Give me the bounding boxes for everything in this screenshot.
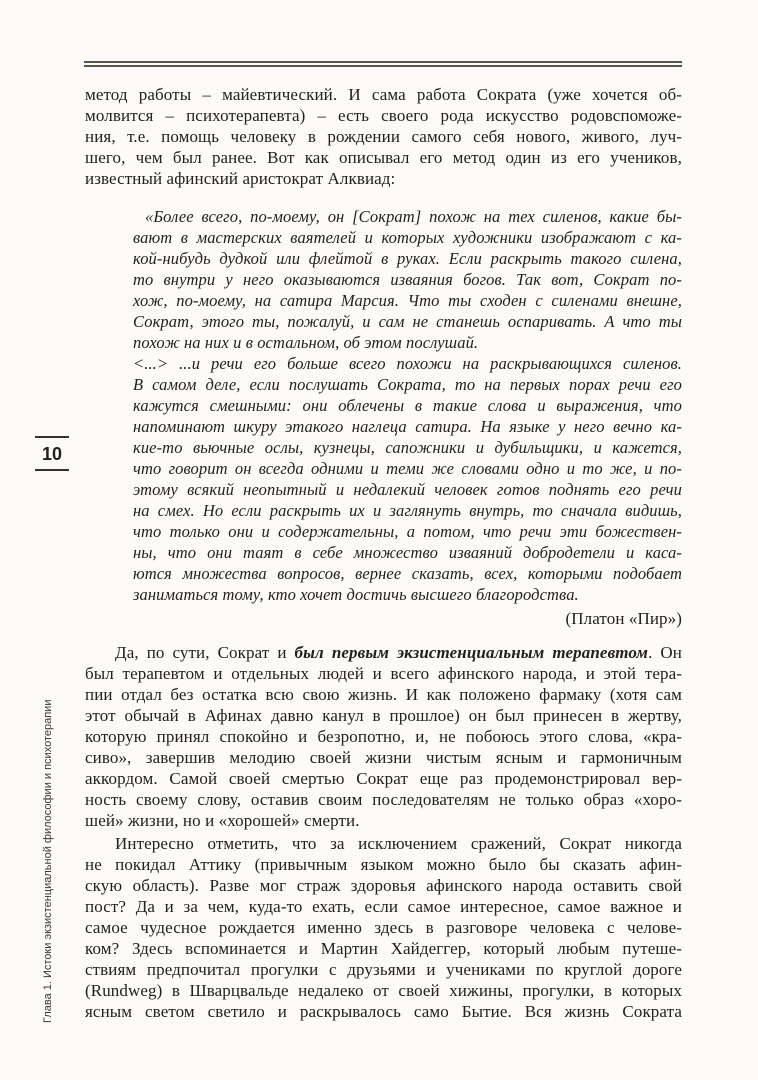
text-line: шего, чем был ранее. Вот как описывал его метод один из его учеников, xyxy=(85,148,682,167)
text-line: ствиям предпочитал прогулки с друзьями и учениками по круглой дороге xyxy=(85,960,682,979)
text-line: то внутри у него оказываются изваяния богов. Так вот, Сократ по- xyxy=(133,270,682,289)
text-line: ны, что они таят в себе множество изваяний добродетели и каса- xyxy=(133,543,682,562)
text-line: заниматься тому, кто хочет достичь высшего благородства. xyxy=(133,585,579,604)
text-line: <...> ...и речи его больше всего похожи на раскрывающихся силенов. xyxy=(133,354,682,373)
text-line: ность своему слову, оставив своим последователям не только образ «хоро- xyxy=(85,790,682,809)
text-line: В самом деле, если послушать Сократа, то на первых порах речи его xyxy=(133,375,682,394)
text-line: похож на них и в остальном, об этом послушай. xyxy=(133,333,479,352)
text-line: сиво», завершив мелодию своей жизни чистым ясным и гармоничным xyxy=(85,748,682,767)
line-segment: . Он xyxy=(648,643,682,662)
text-line: кие-то вьючные ослы, кузнецы, сапожники и дубильщики, и кажется, xyxy=(133,438,682,457)
text-line: молвится – психотерапевта) – есть своего рода искусство родовспоможе- xyxy=(85,106,682,125)
text-line: что только они и содержательны, а потом, что речи эти божествен- xyxy=(133,522,682,541)
text-line: на смех. Но если раскрыть их и заглянуть внутрь, то сначала видишь, xyxy=(133,501,682,520)
text-line: что говорит он всегда одними и теми же словами одно и то же, и по- xyxy=(133,459,682,478)
text-line: (Rundweg) в Шварцвальде недалеко от своей хижины, прогулки, в которых xyxy=(85,981,682,1000)
quote-part-2 xyxy=(133,353,682,605)
text-line: кажутся смешными: они облечены в такие слова и выражения, что xyxy=(133,396,682,415)
paragraph-continuation xyxy=(85,663,682,831)
text-line: скую область). Разве мог страж здоровья афинского народа оставить свой xyxy=(85,876,682,895)
plato-quote xyxy=(133,206,682,629)
text-line: этот обычай в Афинах давно канул в прошлое) он был принесен в жертву, xyxy=(85,706,682,725)
line-segment: Да, по сути, Сократ и xyxy=(115,643,295,662)
text-line: ния, т.е. помощь человеку в рождении самого себя нового, живого, луч- xyxy=(85,127,682,146)
text-line: ются множества вопросов, вернее сказать, всех, которыми подобает xyxy=(133,564,682,583)
quote-attribution: (Платон «Пир») xyxy=(565,609,682,628)
text-line: Интересно отметить, что за исключением сражений, Сократ никогда xyxy=(115,834,682,853)
text-line: которую принял спокойно и безропотно, и, не побоюсь этого слова, «кра- xyxy=(85,727,682,746)
text-line: был терапевтом и отдельных людей и всего афинского народа, и этой тера- xyxy=(85,664,682,683)
text-line: Сократ, этого ты, пожалуй, и сам не станешь оспаривать. А что ты xyxy=(133,312,682,331)
text-line: ясным светом светило и раскрывалось само Бытие. Вся жизнь Сократа xyxy=(85,1002,682,1021)
text-line: хож, по-моему, на сатира Марсия. Что ты сходен с силенами внешне, xyxy=(133,291,682,310)
text-line: самое чудесное рождается именно здесь в разговоре человека с челове- xyxy=(85,918,682,937)
text-line xyxy=(85,642,682,663)
page-number-rule-top xyxy=(35,436,69,438)
paragraph-socrates-attica xyxy=(85,833,682,1022)
paragraph-maieutic-method xyxy=(85,84,682,189)
text-line: шей» жизни, но и «хорошей» смерти. xyxy=(85,811,360,830)
quote-part-1 xyxy=(133,206,682,353)
text-line: вают в мастерских ваятелей и которых художники изображают с ка- xyxy=(133,228,682,247)
text-line: пии отдал без остатка всю свою жизнь. И как положено фармаку (хотя сам xyxy=(85,685,682,704)
text-line: известный афинский аристократ Алквиад: xyxy=(85,169,396,188)
page-number-marker xyxy=(35,436,69,471)
header-rule xyxy=(84,61,682,67)
text-line: «Более всего, по-моему, он [Сократ] похож на тех силенов, какие бы- xyxy=(145,207,682,226)
text-line: этому всякий неопытный и недалекий человек готов поднять его речи xyxy=(133,480,682,499)
bold-italic-phrase: был первым экзистенциальным терапевтом xyxy=(294,643,649,662)
page-number: 10 xyxy=(41,444,63,464)
page-number-rule-bottom xyxy=(35,469,69,471)
text-line: пост? Да и за чем, куда-то ехать, если самое интересное, самое важное и xyxy=(85,897,682,916)
text-line: не покидал Аттику (привычным языком можно было бы сказать афин- xyxy=(85,855,682,874)
text-line: метод работы – майевтический. И сама работа Сократа (уже хочется об- xyxy=(85,85,682,104)
chapter-sidebar-title: Глава 1. Истоки экзистенциальной философии и психотерапии xyxy=(42,699,54,1023)
text-line: ком? Здесь вспоминается и Мартин Хайдеггер, который любым путеше- xyxy=(85,939,682,958)
text-column xyxy=(85,84,682,1022)
text-line: аккордом. Самой своей смертью Сократ еще раз продемонстрировал вер- xyxy=(85,769,682,788)
paragraph-socrates-first-therapist xyxy=(85,642,682,831)
text-line: кой-нибудь дудкой или флейтой в руках. Если раскрыть такого силена, xyxy=(133,249,682,268)
text-line: напоминают шкуру этакого наглеца сатира. На языке у него вечно ка- xyxy=(133,417,682,436)
